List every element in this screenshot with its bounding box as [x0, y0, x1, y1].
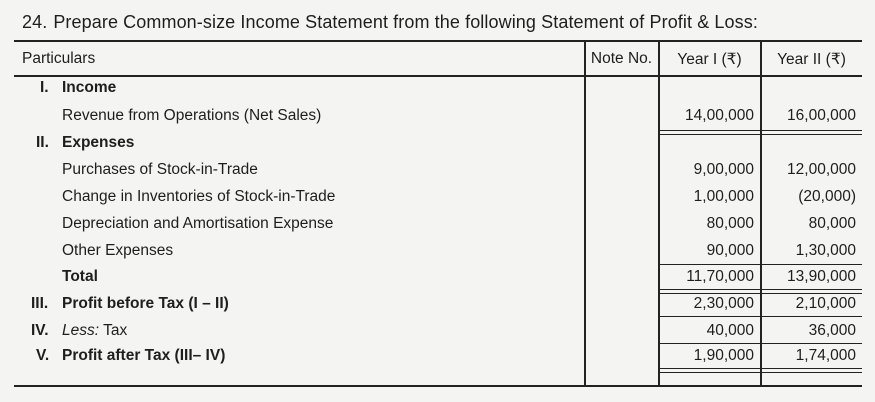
section-roman-pat: V.	[36, 347, 50, 364]
total-bottom-rule	[659, 289, 862, 290]
total-year-2: 13,90,000	[787, 268, 856, 285]
total-bottom-rule-2	[659, 293, 862, 294]
row-label-depreciation: Depreciation and Amortisation Expense	[62, 215, 334, 232]
section-label-pbt: Profit before Tax (I – II)	[62, 295, 229, 312]
revenue-underline	[659, 130, 862, 131]
section-roman-tax: IV.	[31, 322, 49, 339]
question-number: 24.	[22, 12, 48, 32]
section-roman-expenses: II.	[36, 134, 49, 151]
depreciation-year-2: 80,000	[808, 215, 856, 232]
inventories-year-2: (20,000)	[798, 188, 856, 205]
header-bottom-rule	[14, 75, 862, 77]
question-text: Prepare Common-size Income Statement from the following Statement of Profit & Loss:	[53, 12, 758, 32]
total-year-1: 11,70,000	[686, 268, 754, 285]
row-label-other-expenses: Other Expenses	[62, 242, 174, 259]
section-label-income: Income	[62, 79, 117, 96]
header-particulars: Particulars	[22, 50, 96, 67]
table-bottom-rule	[14, 385, 862, 387]
section-label-tax	[62, 322, 127, 340]
purchases-year-1: 9,00,000	[693, 161, 754, 178]
depreciation-year-1: 80,000	[706, 215, 754, 232]
header-year-1: Year I (₹)	[677, 51, 742, 68]
tax-year-2: 36,000	[808, 322, 856, 339]
pat-top-rule	[659, 343, 862, 344]
row-label-revenue: Revenue from Operations (Net Sales)	[62, 107, 322, 124]
tax-label: Tax	[103, 322, 128, 339]
other-expenses-year-1: 90,000	[706, 242, 754, 259]
section-label-pat: Profit after Tax (III– IV)	[62, 347, 226, 364]
section-roman-income: I.	[40, 79, 49, 96]
tax-year-1: 40,000	[706, 322, 754, 339]
pat-bottom-rule	[659, 368, 862, 369]
question-heading	[22, 12, 758, 33]
section-roman-pbt: III.	[31, 295, 49, 312]
purchases-year-2: 12,00,000	[787, 161, 856, 178]
pat-bottom-rule-2	[659, 372, 862, 373]
table-top-rule	[14, 40, 862, 42]
inventories-year-1: 1,00,000	[693, 188, 754, 205]
header-year-2: Year II (₹)	[777, 51, 846, 68]
row-label-inventories: Change in Inventories of Stock-in-Trade	[62, 188, 336, 205]
other-expenses-year-2: 1,30,000	[795, 242, 856, 259]
pat-year-1: 1,90,000	[693, 347, 754, 364]
total-top-rule	[659, 264, 862, 265]
pat-year-2: 1,74,000	[795, 347, 856, 364]
revenue-double-rule	[659, 134, 862, 135]
less-prefix: Less:	[62, 322, 100, 339]
revenue-year-2: 16,00,000	[787, 107, 856, 124]
revenue-year-1: 14,00,000	[685, 107, 754, 124]
pbt-underline	[659, 316, 862, 317]
pbt-year-1: 2,30,000	[693, 295, 754, 312]
col-sep-note	[584, 42, 586, 385]
section-label-expenses: Expenses	[62, 134, 135, 151]
pbt-year-2: 2,10,000	[795, 295, 856, 312]
header-note-no: Note No.	[590, 50, 653, 67]
row-label-purchases: Purchases of Stock-in-Trade	[62, 161, 258, 178]
row-label-total: Total	[62, 268, 98, 285]
